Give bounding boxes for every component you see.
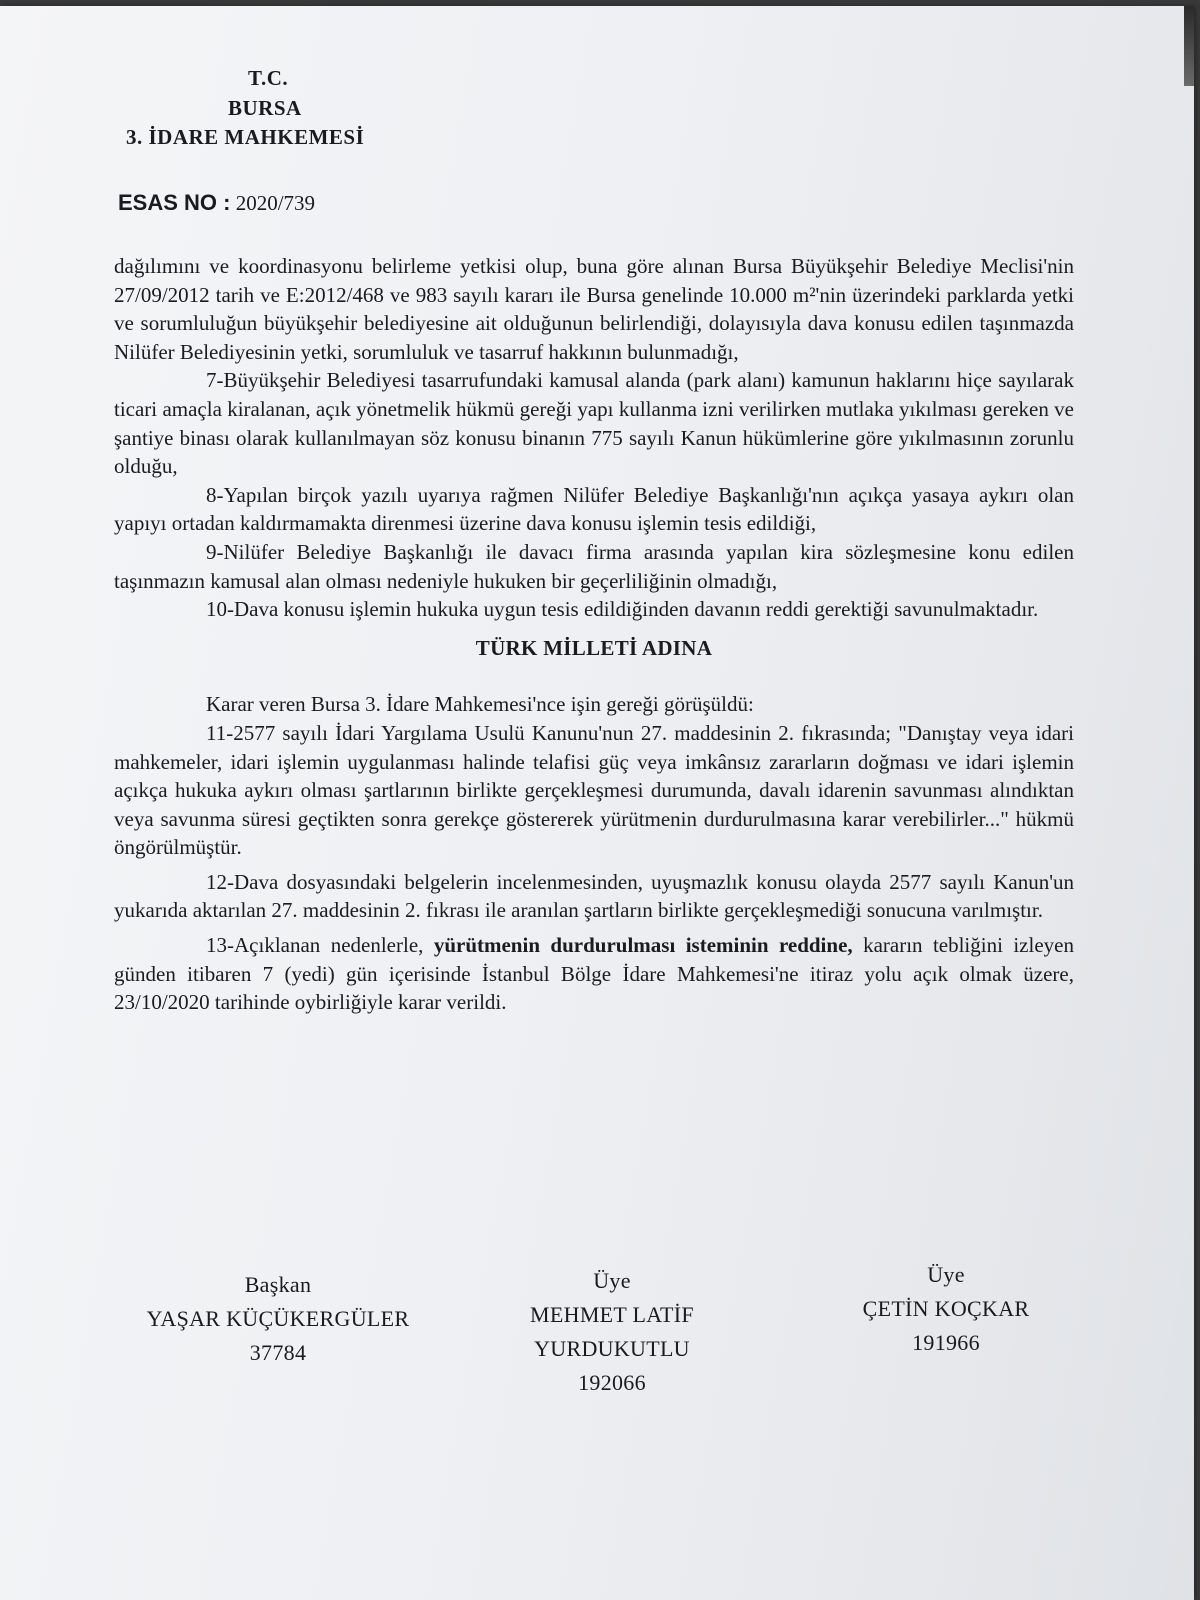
case-number-label: ESAS NO : bbox=[118, 190, 231, 215]
page-corner-shadow bbox=[1184, 6, 1194, 86]
signature-block-member-1 bbox=[482, 1264, 742, 1400]
signature-name-line2: YURDUKUTLU bbox=[534, 1336, 690, 1361]
signature-name: MEHMET LATİF bbox=[530, 1302, 694, 1327]
header-court-name: 3. İDARE MAHKEMESİ bbox=[126, 125, 365, 149]
case-number-value: 2020/739 bbox=[235, 191, 316, 215]
header-tc: T.C. bbox=[248, 66, 289, 90]
paragraph-11: 11-2577 sayılı İdari Yargılama Usulü Kanunu'nun 27. maddesinin 2. fıkrasında; "Danıştay veya idari mahkemeler, idari işlemin uygulanması halinde telafisi güç veya imkânsız zararların doğması ve idari işlemin açıkça hukuka aykırı olması şartlarının birlikte gerçekleşmesi durumunda, davalı idarenin savunması alındıktan veya savunma süresi geçtikten sonra gerekçe göstererek yürütmenin durdurulmasına karar verebilirler..." hükmü öngörülmüştür. bbox=[114, 720, 1074, 860]
signature-role: Üye bbox=[927, 1262, 965, 1287]
document-body bbox=[114, 252, 1074, 1017]
section-heading: TÜRK MİLLETİ ADINA bbox=[475, 635, 713, 660]
signature-name: ÇETİN KOÇKAR bbox=[862, 1296, 1030, 1321]
paragraph-9: 9-Nilüfer Belediye Başkanlığı ile davacı firma arasında yapılan kira sözleşmesine konu edilen taşınmazın kamusal alan olması nedeniyle hukuken bir geçerliliğinin olmadığı, bbox=[114, 539, 1074, 593]
signature-role: Başkan bbox=[244, 1272, 312, 1297]
paragraph-continuation: dağılımını ve koordinasyonu belirleme yetkisi olup, buna göre alınan Bursa Büyükşehir Belediye Meclisi'nin 27/09/2012 tarih ve E:2012/468 ve 983 sayılı kararı ile Bursa genelinde 10.000 m²'nin üzerindeki parklarda yetki ve sorumluluğun büyükşehir belediyesine ait olduğunun belirlendiği, dolayısıyla dava konusu edilen taşınmazda Nilüfer Belediyesinin yetki, sorumluluk ve tasarruf hakkının bulunmadığı, bbox=[114, 254, 1074, 364]
case-number bbox=[118, 190, 315, 216]
signature-number: 192066 bbox=[578, 1370, 646, 1395]
paragraph-deliberation: Karar veren Bursa 3. İdare Mahkemesi'nce işin gereği görüşüldü: bbox=[206, 692, 754, 717]
paragraph-8: 8-Yapılan birçok yazılı uyarıya rağmen Nilüfer Belediye Başkanlığı'nın açıkça yasaya aykırı olan yapıyı ortadan kaldırmamakta direnmesi üzerine dava konusu işlemin tesis edildiği, bbox=[114, 482, 1074, 536]
document-page bbox=[0, 6, 1194, 1600]
paragraph-10: 10-Dava konusu işlemin hukuka uygun tesis edildiğinden davanın reddi gerektiği savunulmaktadır. bbox=[206, 597, 1039, 622]
header-city: BURSA bbox=[228, 96, 302, 120]
paragraph-13 bbox=[114, 931, 1074, 1017]
signature-role: Üye bbox=[593, 1268, 631, 1293]
signature-name: YAŞAR KÜÇÜKERGÜLER bbox=[146, 1306, 410, 1331]
signature-number: 191966 bbox=[912, 1330, 980, 1355]
paragraph-7: 7-Büyükşehir Belediyesi tasarrufundaki kamusal alanda (park alanı) kamunun haklarını hiçe sayılarak ticari amaçla kiralanan, açık yönetmelik hükmü gereği yapı kullanma izni verilirken mutlaka yıkılması gereken ve şantiye binası olarak kullanılmayan söz konusu binanın 775 sayılı Kanun hükümlerine göre yıkılmasının zorunlu olduğu, bbox=[114, 368, 1074, 479]
signature-number: 37784 bbox=[249, 1340, 307, 1365]
paragraph-12: 12-Dava dosyasındaki belgelerin incelenmesinden, uyuşmazlık konusu olayda 2577 sayılı Kanun'un yukarıda aktarılan 27. maddesinin 2. fıkrası ile aranılan şartların birlikte gerçekleşmediği sonucuna varılmıştır. bbox=[114, 869, 1074, 923]
paragraph-13-prefix: 13-Açıklanan nedenlerle, bbox=[206, 933, 434, 958]
signature-block-president bbox=[118, 1268, 438, 1370]
paragraph-13-suffix: kararın tebliğini izleyen günden itibaren 7 (yedi) gün içerisinde İstanbul Bölge İdare Mahkemesi'ne itiraz yolu açık olmak üzere, 23/10/2020 tarihinde oybirliğiyle karar verildi. bbox=[114, 933, 1074, 1015]
paragraph-13-ruling: yürütmenin durdurulması isteminin reddine, bbox=[433, 933, 853, 958]
signature-block-member-2 bbox=[808, 1258, 1084, 1360]
